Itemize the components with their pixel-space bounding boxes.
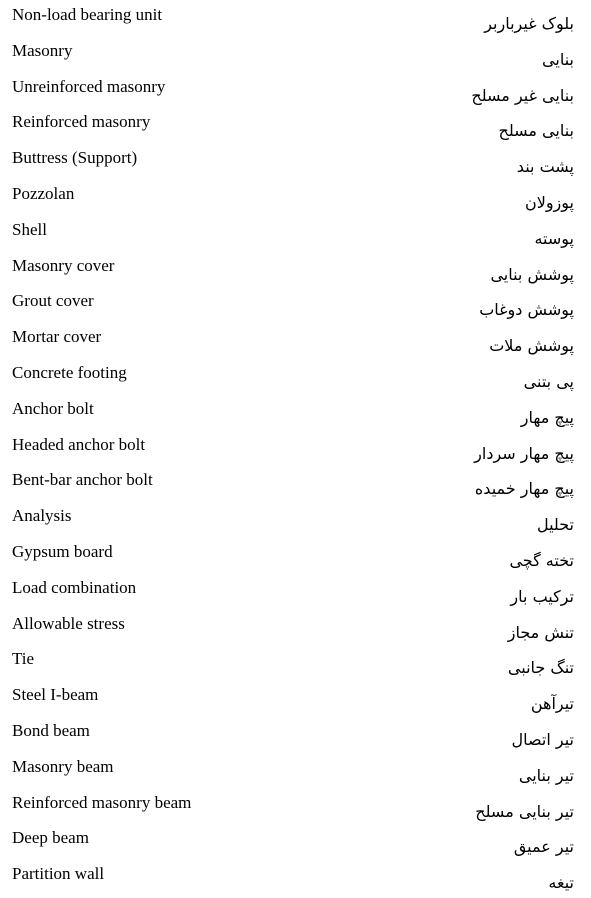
glossary-row bbox=[0, 289, 591, 325]
english-term: Pozzolan bbox=[12, 183, 75, 203]
english-term: Steel I-beam bbox=[12, 685, 99, 705]
glossary-row bbox=[0, 3, 591, 39]
persian-term: پوشش ملات bbox=[489, 336, 574, 356]
glossary-row bbox=[0, 791, 591, 827]
english-term: Non-load bearing unit bbox=[12, 5, 163, 24]
english-term: Anchor bolt bbox=[12, 398, 94, 418]
glossary-row bbox=[0, 719, 591, 755]
english-term: Masonry beam bbox=[12, 756, 114, 776]
glossary-row bbox=[0, 39, 591, 75]
glossary-row bbox=[0, 862, 591, 898]
glossary-row bbox=[0, 826, 591, 862]
persian-term: بنایی غیر مسلح bbox=[471, 85, 574, 105]
english-term: Partition wall bbox=[12, 864, 105, 884]
english-term: Masonry bbox=[12, 40, 73, 60]
glossary-row bbox=[0, 468, 591, 504]
glossary-row bbox=[0, 433, 591, 469]
persian-term: تیر بنایی bbox=[518, 765, 574, 785]
english-term: Concrete footing bbox=[12, 362, 127, 382]
persian-term: ترکیب بار bbox=[510, 586, 574, 606]
persian-term: پی بتنی bbox=[523, 371, 574, 391]
glossary-row bbox=[0, 612, 591, 648]
glossary-row bbox=[0, 397, 591, 433]
persian-term: تحلیل bbox=[536, 515, 574, 535]
persian-term: تیر اتصال bbox=[511, 729, 574, 749]
persian-term: بنایی bbox=[542, 49, 574, 69]
persian-term: تیرآهن bbox=[530, 694, 574, 714]
persian-term: تیر عمیق bbox=[513, 837, 574, 857]
english-term: Mortar cover bbox=[12, 327, 102, 347]
english-term: Tie bbox=[12, 649, 35, 669]
persian-term: تنگ جانبی bbox=[507, 658, 574, 678]
english-term: Analysis bbox=[12, 506, 72, 526]
persian-term: پیچ مهار سردار bbox=[474, 443, 574, 463]
persian-term: تنش مجاز bbox=[507, 622, 574, 642]
glossary-row bbox=[0, 683, 591, 719]
persian-term: پیچ مهار خمیده bbox=[474, 479, 574, 499]
persian-term: بلوک غیرباربر bbox=[484, 14, 574, 33]
glossary-row bbox=[0, 647, 591, 683]
persian-term: تیغه bbox=[548, 873, 574, 893]
glossary-row bbox=[0, 182, 591, 218]
persian-term: پیچ مهار bbox=[520, 407, 574, 427]
persian-term: پوسته bbox=[534, 228, 574, 248]
english-term: Unreinforced masonry bbox=[12, 76, 166, 96]
persian-term: پوزولان bbox=[524, 192, 574, 212]
english-term: Reinforced masonry bbox=[12, 112, 151, 132]
english-term: Shell bbox=[12, 219, 47, 239]
english-term: Bent-bar anchor bolt bbox=[12, 470, 153, 490]
glossary-row bbox=[0, 361, 591, 397]
english-term: Headed anchor bolt bbox=[12, 434, 146, 454]
persian-term: پوشش دوغاب bbox=[479, 300, 574, 320]
persian-term: پوشش بنایی bbox=[490, 264, 574, 284]
glossary-row bbox=[0, 75, 591, 111]
persian-term: بنایی مسلح bbox=[498, 121, 574, 141]
english-term: Load combination bbox=[12, 577, 137, 597]
english-term: Reinforced masonry beam bbox=[12, 792, 192, 812]
english-term: Bond beam bbox=[12, 720, 90, 740]
persian-term: تخته گچی bbox=[509, 550, 574, 570]
glossary-row bbox=[0, 540, 591, 576]
english-term: Grout cover bbox=[12, 291, 94, 311]
persian-term: تیر بنایی مسلح bbox=[475, 801, 574, 821]
glossary-row bbox=[0, 576, 591, 612]
glossary-row bbox=[0, 504, 591, 540]
english-term: Buttress (Support) bbox=[12, 148, 138, 168]
english-term: Gypsum board bbox=[12, 541, 113, 561]
glossary-row bbox=[0, 218, 591, 254]
english-term: Deep beam bbox=[12, 828, 89, 848]
glossary-row bbox=[0, 110, 591, 146]
english-term: Allowable stress bbox=[12, 613, 125, 633]
glossary-row bbox=[0, 325, 591, 361]
persian-term: پشت بند bbox=[516, 157, 574, 177]
glossary-row bbox=[0, 755, 591, 791]
english-term: Masonry cover bbox=[12, 255, 115, 275]
glossary-row bbox=[0, 146, 591, 182]
glossary-row bbox=[0, 254, 591, 290]
